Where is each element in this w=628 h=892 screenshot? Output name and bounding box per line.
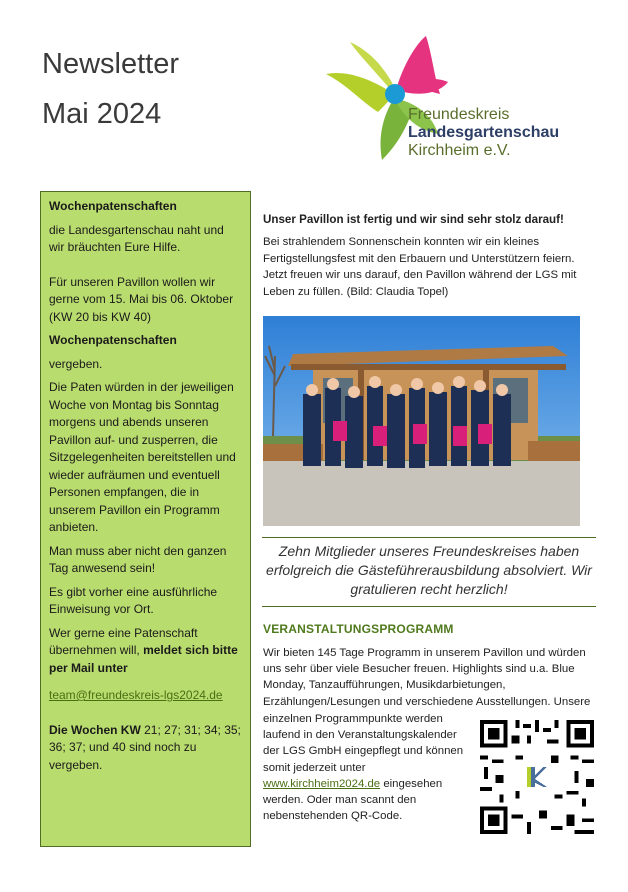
sidebar-intro: die Landesgartenschau naht und wir bräuchten Eure Hilfe. [49,222,224,254]
program-text-1: Wir bieten 145 Tage Programm in unserem Pavillon und würden uns sehr über viele Besucher freuen. Highlights sind u.a. Blue Monday, Tanzaufführungen, Musikdarbietungen, Erzählungen/Lesungen und verschiedene Ausstellungen. Unsere [263,647,591,708]
divider-bottom [262,606,596,607]
gratulation-quote: Zehn Mitglieder unseres Freundeskreises haben erfolgreich die Gästeführerausbildung absolviert. Wir gratulieren recht herzlich! [266,543,592,597]
program-text-3: eingesehen werden. Oder man scannt den nebenstehenden QR-Code. [263,777,443,823]
sidebar-vergeben: vergeben. [49,356,103,371]
program-title: VERANSTALTUNGSPROGRAMM [263,622,454,636]
sidebar-duties: Die Paten würden in der jeweiligen Woche von Montag bis Sonntag morgens und abends unseren Pavillon auf- und zusperren, die Sitzgelegenheiten bereitstellen und wieder aufräumen und eventuell Personen empfangen, die in unserem Pavillon ein Programm anbieten. [49,380,236,534]
email-link[interactable]: team@freundeskreis-lgs2024.de [49,688,223,702]
program-text-2-block [263,711,473,824]
sidebar-weeks-bold: Die Wochen KW [49,722,141,737]
pavillon-text: Bei strahlendem Sonnenschein konnten wir ein kleines Fertigstellungsfest mit den Erbauern und Unterstützern feiern. Jetzt freuen wir uns darauf, den Pavillon während der LGS mit Leben zu füllen. (Bild: Claudia Topel) [263,236,577,298]
sidebar-weeks [49,722,242,775]
logo-line3: Kirchheim e.V. [408,142,511,159]
sidebar-heading: Wochenpatenschaften [49,199,177,213]
sidebar-wochenpatenschaften [40,191,251,847]
website-link[interactable]: www.kirchheim2024.de [263,777,381,790]
pavillon-article [263,212,593,300]
sidebar-contact-text: Wer gerne eine Patenschaft übernehmen will, [49,625,198,657]
pavillon-photo [263,316,580,526]
sidebar-contact-bold: meldet sich bitte per Mail unter [49,643,238,675]
sidebar-briefing: Es gibt vorher eine ausführliche Einweisung vor Ort. [49,584,218,616]
sidebar-period: Für unseren Pavillon wollen wir gerne vom 15. Mai bis 06. Oktober (KW 20 bis KW 40) [49,274,234,324]
logo-line1: Freundeskreis [408,106,510,123]
logo-line2: Landesgartenschau [408,124,560,141]
newsletter-date: Mai 2024 [42,98,162,130]
sidebar-heading-2: Wochenpatenschaften [49,333,177,347]
qr-code-icon[interactable] [480,720,594,834]
sidebar-contact [49,625,242,678]
newsletter-title: Newsletter [42,48,179,80]
program-text-2: einzelnen Programmpunkte werden laufend in den Veranstaltungskalender der LGS GmbH eingepflegt und können somit jederzeit unter [263,713,464,774]
logo-wordmark [408,106,559,160]
sidebar-note: Man muss aber nicht den ganzen Tag anwesend sein! [49,543,227,575]
sidebar-weeks-list: 21; 27; 31; 34; 35; 36; 37; und 40 sind noch zu vergeben. [49,722,241,772]
pavillon-title: Unser Pavillon ist fertig und wir sind sehr stolz darauf! [263,213,564,226]
divider-top [262,537,596,538]
